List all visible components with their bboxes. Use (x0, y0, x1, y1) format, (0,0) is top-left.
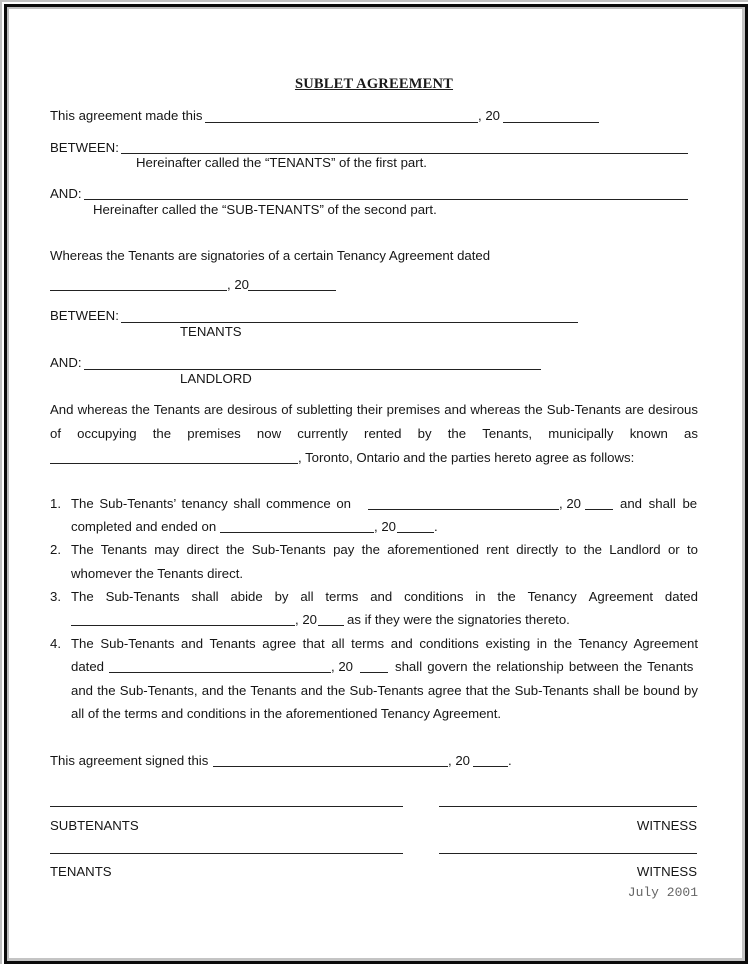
whereas-between-label: BETWEEN: (50, 308, 119, 323)
clause-4-line-3: and the Sub-Tenants, and the Tenants and the Sub-Tenants agree that the Sub-Tenants shall be bound by (71, 683, 698, 698)
word: known (629, 426, 668, 441)
clause-1-year-label: , 20 (559, 496, 581, 511)
clause-4-year-field[interactable] (360, 672, 388, 673)
signed-year-field[interactable] (473, 766, 508, 767)
word: Agreement (588, 589, 654, 604)
premises-address-field[interactable] (50, 463, 298, 464)
word: shall (191, 589, 219, 604)
and-whereas-line-1: And whereas the Tenants are desirous of subletting their premises and whereas the Sub-Tenants are desirous (50, 402, 698, 417)
word: the (152, 426, 172, 441)
subtenants-name-field[interactable] (84, 199, 688, 200)
clause-4-date-field[interactable] (109, 672, 331, 673)
clause-4-line-4: all of the terms and conditions in the aforementioned Tenancy Agreement. (71, 706, 502, 721)
clause-4-line-2: shall govern the relationship between the Tenants (395, 659, 694, 674)
clause-1-number: 1. (50, 496, 61, 511)
agreement-year-field[interactable] (503, 122, 599, 123)
word: conditions (404, 589, 464, 604)
clause-2-number: 2. (50, 542, 61, 557)
word: municipally (548, 426, 614, 441)
tenants-caption: Hereinafter called the “TENANTS” of the first part. (136, 155, 427, 170)
signed-label: This agreement signed this (50, 753, 209, 768)
whereas-and-label: AND: (50, 355, 82, 370)
word: of (50, 426, 61, 441)
signed-period: . (508, 753, 512, 768)
clause-4-number: 4. (50, 636, 61, 651)
clause-4-year-label: , 20 (331, 659, 353, 674)
clause-4-line-1: The Sub-Tenants and Tenants agree that all terms and conditions existing in the Tenancy Agreement (71, 636, 698, 651)
intro-year-label: , 20 (478, 108, 500, 123)
tenants-label: TENANTS (50, 864, 112, 879)
footer-date: July 2001 (627, 885, 698, 900)
between-label: BETWEEN: (50, 140, 119, 155)
word: all (300, 589, 314, 604)
word: now (256, 426, 282, 441)
tenancy-agreement-year-field[interactable] (248, 290, 336, 291)
word: the (447, 426, 467, 441)
word: Tenants, (482, 426, 533, 441)
word: dated (664, 589, 698, 604)
subtenants-signature-line[interactable] (50, 806, 403, 807)
clause-4-dated-label: dated (71, 659, 105, 674)
clause-3-year-label: , 20 (295, 612, 317, 627)
tenants-name-field[interactable] (121, 153, 688, 154)
agreement-date-field[interactable] (205, 122, 478, 123)
clause-1-text-c: and shall be (620, 496, 698, 511)
tenancy-agreement-date-field[interactable] (50, 290, 227, 291)
word: in (475, 589, 486, 604)
word: abide (230, 589, 263, 604)
and-whereas-line-3: , Toronto, Ontario and the parties hereto agree as follows: (298, 450, 635, 465)
witness-1-label: WITNESS (636, 818, 697, 833)
word: by (274, 589, 289, 604)
word: by (417, 426, 432, 441)
clause-3-date-field[interactable] (71, 625, 295, 626)
word: The (71, 589, 94, 604)
word: and (370, 589, 393, 604)
clause-3-year-field[interactable] (318, 625, 344, 626)
word: currently (297, 426, 348, 441)
word: occupying (77, 426, 137, 441)
signed-year-label: , 20 (448, 753, 470, 768)
witness-2-signature-line[interactable] (439, 853, 697, 854)
clause-1-line-2: completed and ended on (71, 519, 217, 534)
end-year-field[interactable] (397, 532, 434, 533)
clause-3-number: 3. (50, 589, 61, 604)
signed-date-field[interactable] (213, 766, 448, 767)
tenancy-year-label: , 20 (227, 277, 249, 292)
word: as (683, 426, 698, 441)
word: terms (325, 589, 359, 604)
commence-year-field[interactable] (585, 509, 613, 510)
clause-3-line-1 (71, 589, 698, 605)
subtenants-caption: Hereinafter called the “SUB-TENANTS” of the second part. (93, 202, 437, 217)
clause-1-end-year-label: , 20 (374, 519, 396, 534)
and-whereas-line-2 (50, 426, 698, 442)
document-title: SUBLET AGREEMENT (294, 76, 454, 92)
and-label: AND: (50, 186, 82, 201)
landlord-caption: LANDLORD (180, 371, 252, 386)
word: Tenancy (527, 589, 577, 604)
word: rented (364, 426, 402, 441)
tenants-signature-line[interactable] (50, 853, 403, 854)
end-date-field[interactable] (220, 532, 374, 533)
intro-made-label: This agreement made this (50, 108, 203, 123)
clause-2-line-2: whomever the Tenants direct. (71, 566, 244, 581)
whereas-tenants-caption: TENANTS (180, 324, 242, 339)
landlord-name-field[interactable] (84, 369, 541, 370)
witness-2-label: WITNESS (636, 864, 697, 879)
clause-3-line-2: as if they were the signatories thereto. (347, 612, 570, 627)
word: premises (187, 426, 241, 441)
word: the (497, 589, 516, 604)
clause-2-line-1: The Tenants may direct the Sub-Tenants pay the aforementioned rent directly to the Landlord or to (71, 542, 698, 557)
whereas-text: Whereas the Tenants are signatories of a certain Tenancy Agreement dated (50, 248, 491, 263)
commence-date-field[interactable] (368, 509, 559, 510)
clause-1-text-a: The Sub-Tenants’ tenancy shall commence on (71, 496, 352, 511)
clause-1-period: . (434, 519, 438, 534)
subtenants-label: SUBTENANTS (50, 818, 139, 833)
whereas-tenants-field[interactable] (121, 322, 578, 323)
word: Sub-Tenants (105, 589, 180, 604)
witness-1-signature-line[interactable] (439, 806, 697, 807)
